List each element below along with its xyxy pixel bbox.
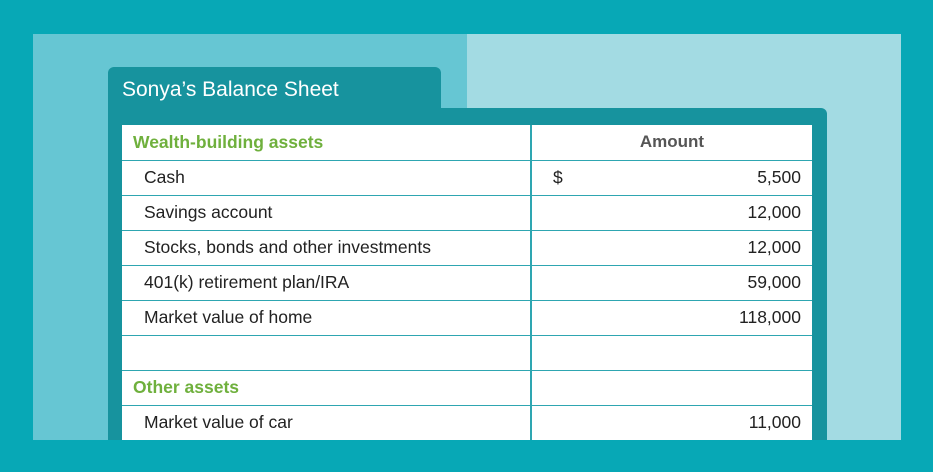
- row-label: Savings account: [122, 195, 531, 230]
- row-amount: 12,000: [531, 230, 812, 265]
- currency-symbol: $: [553, 167, 563, 187]
- row-label: Market value of home: [122, 300, 531, 335]
- amount-column-header: Amount: [531, 125, 812, 160]
- balance-sheet-title: Sonya’s Balance Sheet: [122, 78, 339, 101]
- row-amount: [531, 335, 812, 370]
- table-row: [122, 195, 812, 230]
- balance-sheet-table-container: [122, 125, 812, 440]
- row-label: [122, 335, 531, 370]
- row-amount: 11,000: [531, 405, 812, 440]
- section-row-other-assets: [122, 370, 812, 405]
- table-header-row: [122, 125, 812, 160]
- table-row: [122, 405, 812, 440]
- table-row: [122, 300, 812, 335]
- row-amount: 12,000: [531, 195, 812, 230]
- row-amount-empty: [531, 370, 812, 405]
- table-row: [122, 230, 812, 265]
- section-heading-other-assets: Other assets: [122, 370, 531, 405]
- section-heading-wealth-building: Wealth-building assets: [122, 125, 531, 160]
- row-amount: 118,000: [531, 300, 812, 335]
- row-label: Stocks, bonds and other investments: [122, 230, 531, 265]
- table-row: [122, 160, 812, 195]
- row-label: 401(k) retirement plan/IRA: [122, 265, 531, 300]
- row-amount-cell: [531, 160, 812, 195]
- table-row: [122, 265, 812, 300]
- row-amount: 59,000: [531, 265, 812, 300]
- row-label: Cash: [122, 160, 531, 195]
- row-label: Market value of car: [122, 405, 531, 440]
- table-row-empty: [122, 335, 812, 370]
- balance-sheet-table: [122, 125, 812, 440]
- row-amount: 5,500: [757, 167, 801, 187]
